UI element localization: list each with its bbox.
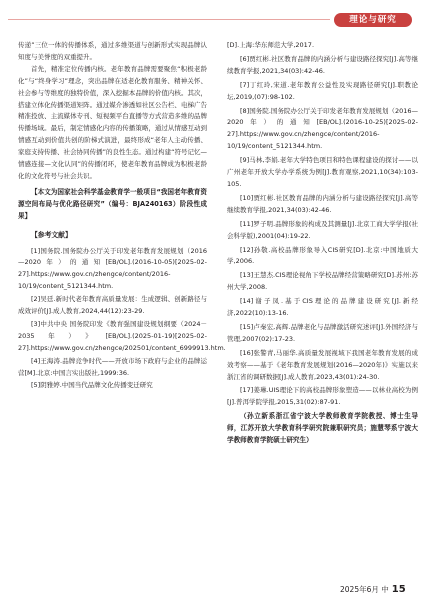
issue-label: 2025年6月 中 (340, 585, 389, 594)
body-paragraph: 首先，精准定位传播内核。老年教育品牌需要聚焦“积极老龄化”与“终身学习”理念，突出品牌在适老化教育服务、精神关怀、社会参与等维度的独特价值，深入挖掘本品牌的价值内核。其次，搭建立体化传播渠道矩阵。通过媒介渗透如社区公告栏、电梯广告精准投放、主流媒体专刊、短视频平台直播等方式营造多维的品牌传播场域。最后，制定情感化内容的传播策略，通过从情感互动到情感互动到价值共创的阶梯式演进，最终形成“老年人主动传播、家庭支持传播、社会协同传播”的良性生态。通过构建“符号记忆—情感连接—文化认同”的传播闭环，使老年教育品牌成为积极老龄化的文化符号与社会共识。 (18, 64, 207, 180)
reference-item: [D].上海:华东师范大学,2017. (227, 41, 315, 49)
reference-item: [11]罗子明.品牌形象的构成及其测量[J].北京工商大学学报(社会科学版),2001(04):19-22. (227, 219, 418, 240)
reference-item: [2]吴廷.新时代老年教育高质量发展：生成逻辑、创新路径与成效评价[J].成人教育,2024,44(12):23-29. (18, 295, 207, 316)
header-rule (8, 19, 330, 20)
reference-item: [9]马林,李娟.老年大学特色项目和特色课程建设的探讨——以广州老年开放大学办学系统为例[J].教育观察,2021,10(34):103-105. (227, 156, 418, 188)
funding-note: 【本文为国家社会科学基金教育学一般项目“我国老年教育资源空间布局与优化路径研究”（编号：BJA240163）阶段性成果】 (18, 187, 207, 220)
reference-item: [16]张警青,马丽华.高质量发展视域下我国老年教育发展的成效考察——基于《老年教育发展规划(2016—2020年)》实施以来浙江省的调研数据[J].成人教育,2023,43(01):24-30. (227, 348, 418, 381)
reference-item: [17]姜琳.UIS理论下的高校品牌形象塑造——以林业高校为例[J].普洱学院学报,2015,31(02):87-91. (227, 386, 418, 407)
reference-item: [6]贾红彬.社区教育品牌的内涵分析与建设路径探究[J].高等继续教育学报,2021,34(03):42-46. (227, 54, 418, 75)
right-column (227, 40, 418, 447)
reference-item: [14]谢子凤.基于CIS理论的品牌建设研究[J].新经济,2022(10):13-16. (227, 297, 418, 318)
reference-item: [1]国务院.国务院办公厅关于印发老年教育发展规划（2016—2020年）的通知[EB/OL].(2016-10-05)[2025-02-27].https://www.gov.cn/zhengce/content/2016-10/19/content_5121344.htm. (18, 246, 207, 291)
references-heading: 【参考文献】 (31, 230, 72, 239)
reference-item: [12]孙敬.高校品牌形象导入CIS研究[D].北京:中国地质大学,2006. (227, 245, 418, 266)
reference-item: [5]阴雅婷.中国当代品牌文化传播变迁研究 (31, 381, 153, 390)
author-note: （孙立新系浙江省宁波大学教师教育学院教授、博士生导师，江苏开放大学教育科学研究院兼职研究员；施慧琴系宁波大学教师教育学院硕士研究生） (227, 412, 418, 445)
reference-item: [10]贾红彬.社区教育品牌的内涵分析与建设路径探究[J].高等继续教育学报,2021,34(03):42-46. (227, 193, 418, 214)
page-footer (340, 584, 406, 595)
reference-item: [13]王慧杰.CIS理论视角下学校品牌经营策略研究[D].苏州:苏州大学,2008. (227, 271, 418, 292)
section-tag: 理论与研究 (334, 13, 412, 27)
left-column (18, 40, 226, 392)
reference-item: [7]丁红玲,宋道.老年教育公益性及实现路径研究[J].职教论坛,2019,(07):98-102. (227, 80, 418, 101)
reference-item: [15]卢秦宏,高辉.品牌老化与品牌激活研究述评[J].外国经济与管理,2007(02):17-23. (227, 322, 418, 343)
body-paragraph: 传递”三位一体的传播体系，通过多维渠道与创新形式实现品牌认知度与美誉度的双重提升。 (18, 41, 207, 61)
page-number: 15 (391, 584, 406, 595)
reference-item: [8]国务院.国务院办公厅关于印发老年教育发展规划（2016—2020年）的通知[EB/OL].(2016-10-25)[2025-02-27].https://www.gov.cn/zhengce/content/2016-10/19/content_5121344.htm. (227, 106, 418, 151)
reference-item: [4]王海涛.品牌竞争时代——开放市场下政府与企业的品牌运营[M].北京:中国言实出版社,1999:36. (18, 356, 207, 377)
reference-item: [3]中共中央 国务院印发《教育强国建设规划纲要（2024－2035年）》[EB/OL].(2025-01-19)[2025-02-27].https://www.gov.cn/zhengce/202501/content_6999913.htm. (18, 319, 226, 352)
